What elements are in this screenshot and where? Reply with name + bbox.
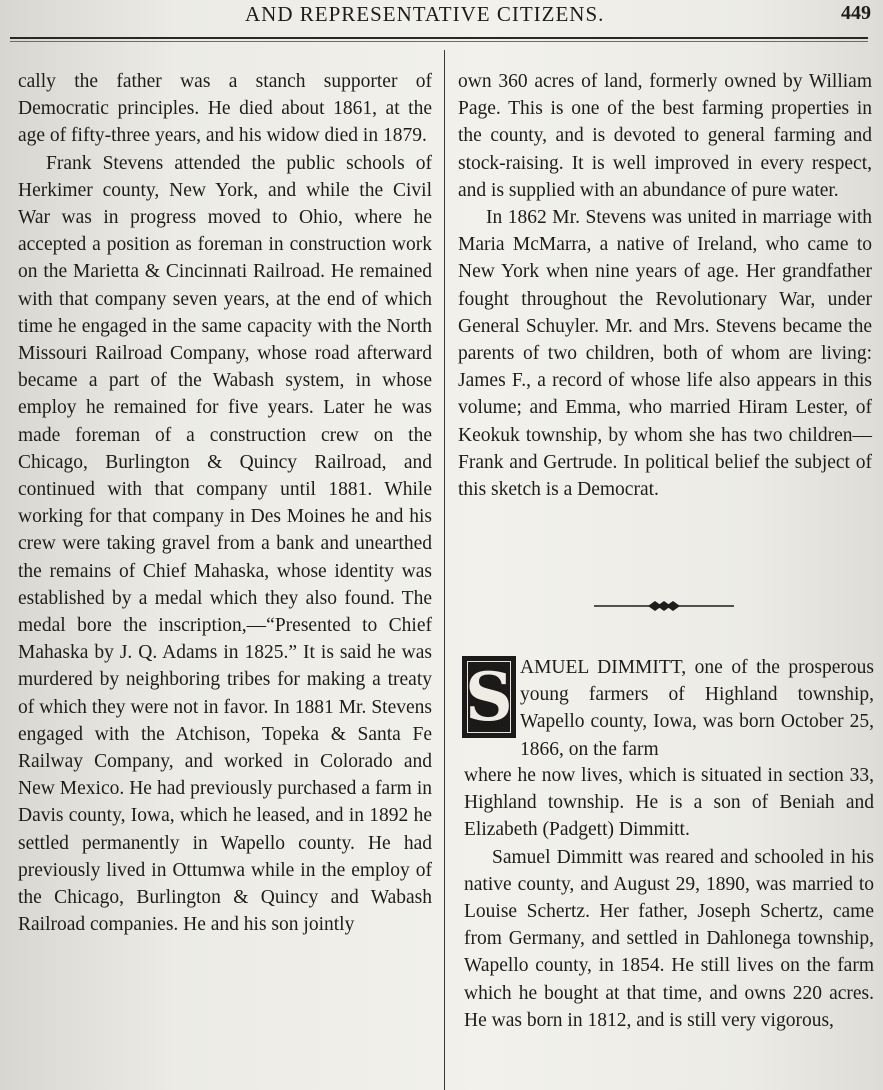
drop-cap-frame [465,658,513,736]
right-paragraph-2: In 1862 Mr. Stevens was united in marriage with Maria McMarra, a native of Ireland, who came to New York when nine years of age. Her grandfather fought throughout the Revolutionary War, under General Schuyler. Mr. and Mrs. Stevens became the parents of two children, both of whom are living: James F., a record of whose life also appears in this volume; and Emma, who married Hiram Lester, of Keokuk township, by whom she has two children—Frank and Gertrude. In political belief the subject of this sketch is a Democrat. [458,207,872,501]
running-header [0,2,883,30]
biography-body [464,762,874,1034]
biography-continuation: where he now lives, which is situated in section 33, Highland township. He is a son of Beniah and Elizabeth (Padgett) Dimmitt. [464,765,874,841]
drop-cap [462,656,516,738]
column-divider [444,50,445,1090]
biography-opening [520,654,874,763]
drop-cap-letter: S [465,658,513,736]
biography-opening-text: AMUEL DIMMITT, one of the prosperous young farmers of Highland township, Wapello county, Iowa, was born October 25, 1866, on the farm [520,657,874,760]
header-rule [10,37,868,39]
left-column [18,68,432,939]
header-title: AND REPRESENTATIVE CITIZENS. [245,2,605,26]
right-column [458,68,872,503]
right-paragraph-1: own 360 acres of land, formerly owned by William Page. This is one of the best farming properties in the county, and is devoted to general farming and stock-raising. It is well improved in every respect, and is supplied with an abundance of pure water. [458,71,872,201]
left-paragraph-1: cally the father was a stanch supporter of Democratic principles. He died about 1861, at the age of fifty-three years, and his widow died in 1879. [18,71,432,147]
left-paragraph-2: Frank Stevens attended the public schools of Herkimer county, New York, and while the Civil War was in progress moved to Ohio, where he accepted a position as foreman in construction work on the Marietta & Cincinnati Railroad. He remained with that company seven years, at the end of which time he engaged in the same capacity with the North Missouri Railroad Company, whose road afterward became a part of the Wabash system, in whose employ he remained for five years. Later he was made foreman of a construction crew on the Chicago, Burlington & Quincy Railroad, and continued with that company until 1881. While working for that company in Des Moines he and his crew were taking gravel from a bank and unearthed the remains of Chief Mahaska, whose identity was established by a medal which they also found. The medal bore the inscription,—“Presented to Chief Mahaska by J. Q. Adams in 1825.” It is said he was murdered by neighboring tribes for making a treaty of which they were not in favor. In 1881 Mr. Stevens engaged with the Atchison, Topeka & Santa Fe Railway Company, and worked in Colorado and New Mexico. He had previously purchased a farm in Davis county, Iowa, which he leased, and in 1892 he settled permanently in Wapello county. He had previously lived in Ottumwa while in the employ of the Chicago, Burlington & Quincy and Wabash Railroad companies. He and his son jointly [18,152,432,936]
page-number: 449 [841,2,871,24]
header-rule-thin [10,41,868,42]
section-divider-ornament [594,598,734,614]
biography-paragraph-2: Samuel Dimmitt was reared and schooled in his native county, and August 29, 1890, was married to Louise Schertz. Her father, Joseph Schertz, came from Germany, and settled in Dahlonega township, Wapello county, in 1854. He still lives on the farm which he bought at that time, and owns 220 acres. He was born in 1812, and is still very vigorous, [464,846,874,1031]
